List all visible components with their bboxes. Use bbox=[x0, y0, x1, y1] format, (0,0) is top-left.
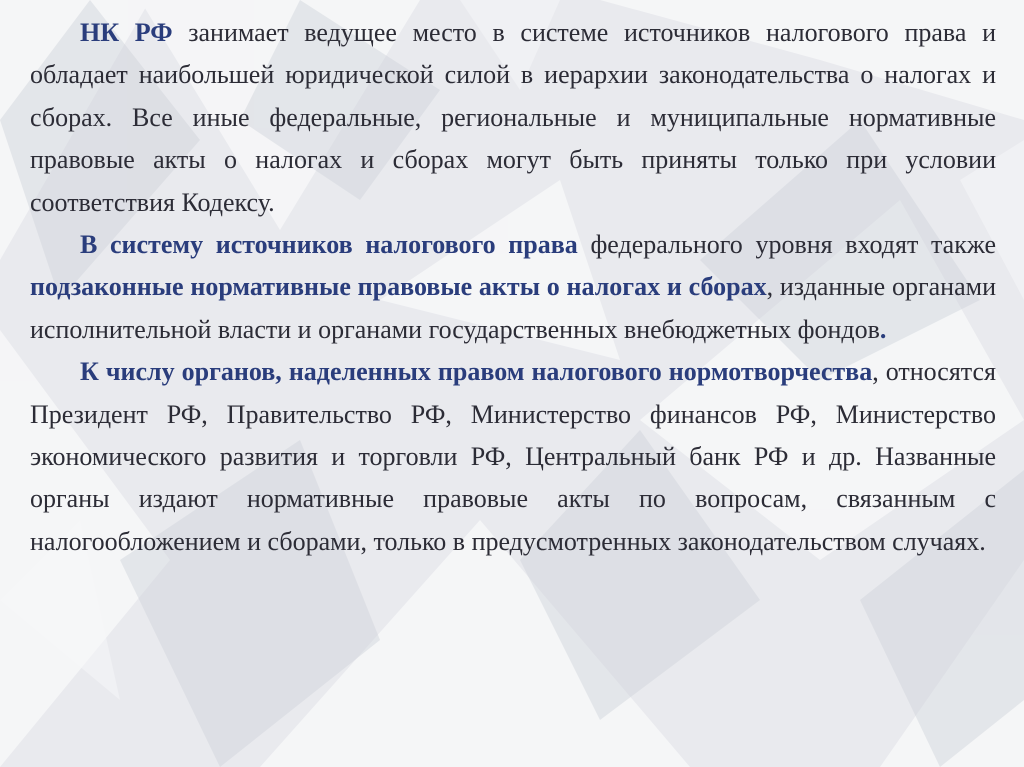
text-issued-by-bodies: , изданные органами исполнительной власти и органами государственных внебюджетных фондов bbox=[30, 272, 996, 344]
paragraph-sources-system bbox=[30, 224, 996, 351]
text-lawmaking-bodies-heading: К числу органов, наделенных правом налогового нормотворчества bbox=[80, 357, 873, 387]
paragraph-lawmaking-bodies bbox=[30, 351, 996, 563]
text-nk-rf: НК РФ bbox=[80, 18, 173, 47]
text-sources-system-heading: В систему источников налогового права bbox=[80, 230, 578, 260]
slide-text-body bbox=[30, 12, 996, 563]
text-subordinate-acts: подзаконные нормативные правовые акты о налогах и сборах bbox=[30, 272, 767, 302]
text-period: . bbox=[879, 314, 887, 344]
text-lawmaking-bodies-list: , относятся Президент РФ, Правительство РФ, Министерство финансов РФ, Министерство экономического развития и торговли РФ, Центральный банк РФ и др. Названные органы издают нормативные правовые акты по вопросам, связанным с налогообложением и сборами, только в предусмотренных законодательством случаях. bbox=[30, 357, 996, 556]
text-federal-level: федерального уровня входят также bbox=[577, 230, 997, 260]
paragraph-nk-rf bbox=[30, 12, 996, 224]
text-nk-rf-description: занимает ведущее место в системе источников налогового права и обладает наибольшей юридической силой в иерархии законодательства о налогах и сборах. Все иные федеральные, региональные и муниципальные нормативные правовые акты о налогах и сборах могут быть приняты только при условии соответствия Кодексу. bbox=[30, 18, 996, 217]
